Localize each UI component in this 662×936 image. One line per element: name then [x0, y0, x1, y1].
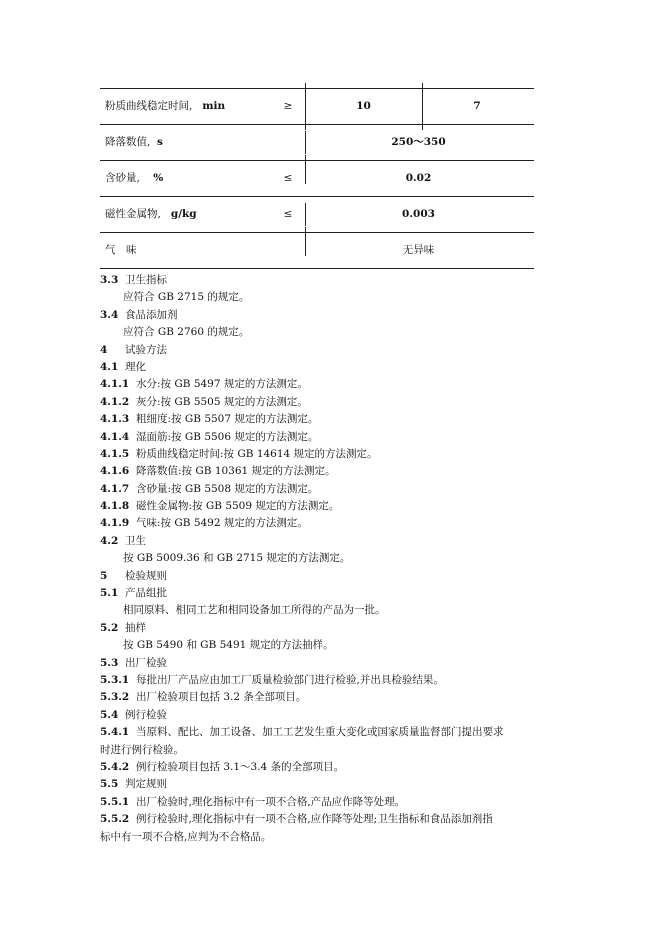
row-name: 气 味 [105, 244, 137, 256]
paragraph-text: 相同原料、相同工艺和相同设备加工所得的产品为一批。 [123, 604, 386, 617]
section-line [100, 481, 552, 498]
row-name: 降落数值, s [105, 136, 163, 148]
section-number: 4.1.4 [100, 430, 130, 443]
paragraph-text: 时进行例行检验。 [100, 743, 184, 756]
indented-paragraph [100, 602, 552, 619]
section-number: 4 [100, 343, 108, 356]
table-row [100, 232, 534, 269]
section-line [100, 342, 552, 359]
section-line [100, 272, 552, 289]
row-value: 0.003 [402, 208, 435, 220]
section-line [100, 359, 552, 376]
section-line [100, 307, 552, 324]
section-text: 含砂量:按 GB 5508 规定的方法测定。 [136, 482, 319, 495]
section-line [100, 689, 552, 706]
section-text: 粗细度:按 GB 5507 规定的方法测定。 [136, 413, 319, 426]
section-line [100, 620, 552, 637]
row-name: 磁性金属物, g/kg [105, 208, 197, 220]
section-number: 5.3 [100, 656, 119, 669]
section-text: 气味:按 GB 5492 规定的方法测定。 [136, 517, 308, 530]
section-number: 4.1.7 [100, 482, 130, 495]
section-line [100, 759, 552, 776]
table-row [100, 124, 534, 160]
section-line [100, 776, 552, 793]
column-divider [422, 83, 423, 130]
section-line [100, 724, 552, 741]
section-number: 3.4 [100, 308, 119, 321]
section-number: 5.4 [100, 708, 119, 721]
section-text: 湿面筋:按 GB 5506 规定的方法测定。 [136, 430, 319, 443]
spec-table [100, 88, 534, 269]
section-text: 卫生 [125, 534, 146, 547]
section-text: 试验方法 [125, 343, 167, 356]
section-line [100, 655, 552, 672]
table-row [100, 160, 534, 196]
section-number: 5.3.1 [100, 673, 130, 686]
row-operator: ≥ [283, 100, 293, 112]
section-text: 每批出厂产品应由加工厂质量检验部门进行检验,并出具检验结果。 [136, 673, 444, 686]
column-divider [305, 131, 306, 154]
section-line [100, 515, 552, 532]
section-line [100, 794, 552, 811]
section-number: 4.1.9 [100, 517, 130, 530]
row-operator: ≤ [283, 172, 293, 184]
section-number: 5.3.2 [100, 691, 130, 704]
section-line [100, 411, 552, 428]
section-number: 4.1.8 [100, 500, 130, 513]
section-text: 理化 [125, 360, 146, 373]
indented-paragraph [100, 289, 552, 306]
column-divider [305, 227, 306, 256]
column-divider [305, 203, 306, 226]
section-text: 出厂检验 [125, 656, 167, 669]
section-line [100, 672, 552, 689]
document-body [100, 272, 552, 846]
indented-paragraph [100, 637, 552, 654]
section-text: 出厂检验项目包括 3.2 条全部项目。 [136, 691, 307, 704]
section-text: 判定规则 [125, 778, 167, 791]
paragraph-text: 标中有一项不合格,应判为不合格品。 [100, 830, 272, 843]
section-number: 4.2 [100, 534, 119, 547]
section-number: 4.1.3 [100, 413, 130, 426]
row-name: 含砂量, % [105, 172, 164, 184]
section-line [100, 568, 552, 585]
section-number: 5.1 [100, 587, 119, 600]
section-number: 4.1.5 [100, 447, 130, 460]
section-number: 5.4.1 [100, 726, 130, 739]
indented-paragraph [100, 324, 552, 341]
section-text: 例行检验时,理化指标中有一项不合格,应作降等处理;卫生指标和食品添加剂指 [136, 813, 493, 826]
section-line [100, 707, 552, 724]
continuation-line [100, 742, 552, 759]
section-line [100, 463, 552, 480]
section-line [100, 429, 552, 446]
section-number: 5.4.2 [100, 760, 130, 773]
row-value: 无异味 [402, 244, 435, 256]
row-name: 粉质曲线稳定时间, min [105, 100, 226, 112]
section-text: 灰分:按 GB 5505 规定的方法测定。 [136, 395, 308, 408]
section-line [100, 376, 552, 393]
section-text: 降落数值:按 GB 10361 规定的方法测定。 [136, 465, 336, 478]
section-number: 3.3 [100, 274, 119, 286]
section-number: 5.2 [100, 621, 119, 634]
continuation-line [100, 829, 552, 846]
section-number: 5.5 [100, 778, 119, 791]
section-number: 4.1.2 [100, 395, 130, 408]
section-line [100, 811, 552, 828]
section-number: 4.1 [100, 360, 119, 373]
section-text: 例行检验项目包括 3.1～3.4 条的全部项目。 [136, 760, 345, 773]
row-value: 250～350 [391, 136, 446, 148]
indented-paragraph [100, 550, 552, 567]
section-line [100, 394, 552, 411]
table-row [100, 88, 534, 124]
section-text: 当原料、配比、加工设备、加工工艺发生重大变化或国家质量监督部门提出要求 [136, 726, 504, 739]
section-number: 5.5.2 [100, 813, 130, 826]
section-text: 卫生指标 [125, 274, 167, 286]
row-value-1: 10 [356, 100, 371, 112]
section-text: 食品添加剂 [125, 308, 178, 321]
section-line [100, 498, 552, 515]
section-line [100, 585, 552, 602]
section-text: 粉质曲线稳定时间:按 GB 14614 规定的方法测定。 [136, 447, 378, 460]
section-number: 4.1.6 [100, 465, 130, 478]
row-value: 0.02 [405, 172, 432, 184]
column-divider [305, 155, 306, 184]
paragraph-text: 按 GB 5490 和 GB 5491 规定的方法抽样。 [123, 639, 334, 652]
section-text: 水分:按 GB 5497 规定的方法测定。 [136, 378, 308, 391]
section-line [100, 446, 552, 463]
section-number: 5 [100, 569, 108, 582]
paragraph-text: 应符合 GB 2715 的规定。 [123, 291, 250, 304]
section-text: 抽样 [125, 621, 146, 634]
section-text: 例行检验 [125, 708, 167, 721]
paragraph-text: 应符合 GB 2760 的规定。 [123, 326, 250, 339]
column-divider [305, 83, 306, 130]
row-operator: ≤ [283, 208, 293, 220]
paragraph-text: 按 GB 5009.36 和 GB 2715 规定的方法测定。 [123, 552, 351, 565]
section-text: 产品组批 [125, 587, 167, 600]
section-number: 5.5.1 [100, 795, 130, 808]
section-number: 4.1.1 [100, 378, 130, 391]
row-value-2: 7 [473, 100, 481, 112]
section-text: 检验规则 [125, 569, 167, 582]
section-text: 出厂检验时,理化指标中有一项不合格,产品应作降等处理。 [136, 795, 406, 808]
table-row [100, 196, 534, 232]
section-text: 磁性金属物:按 GB 5509 规定的方法测定。 [136, 500, 340, 513]
section-line [100, 533, 552, 550]
